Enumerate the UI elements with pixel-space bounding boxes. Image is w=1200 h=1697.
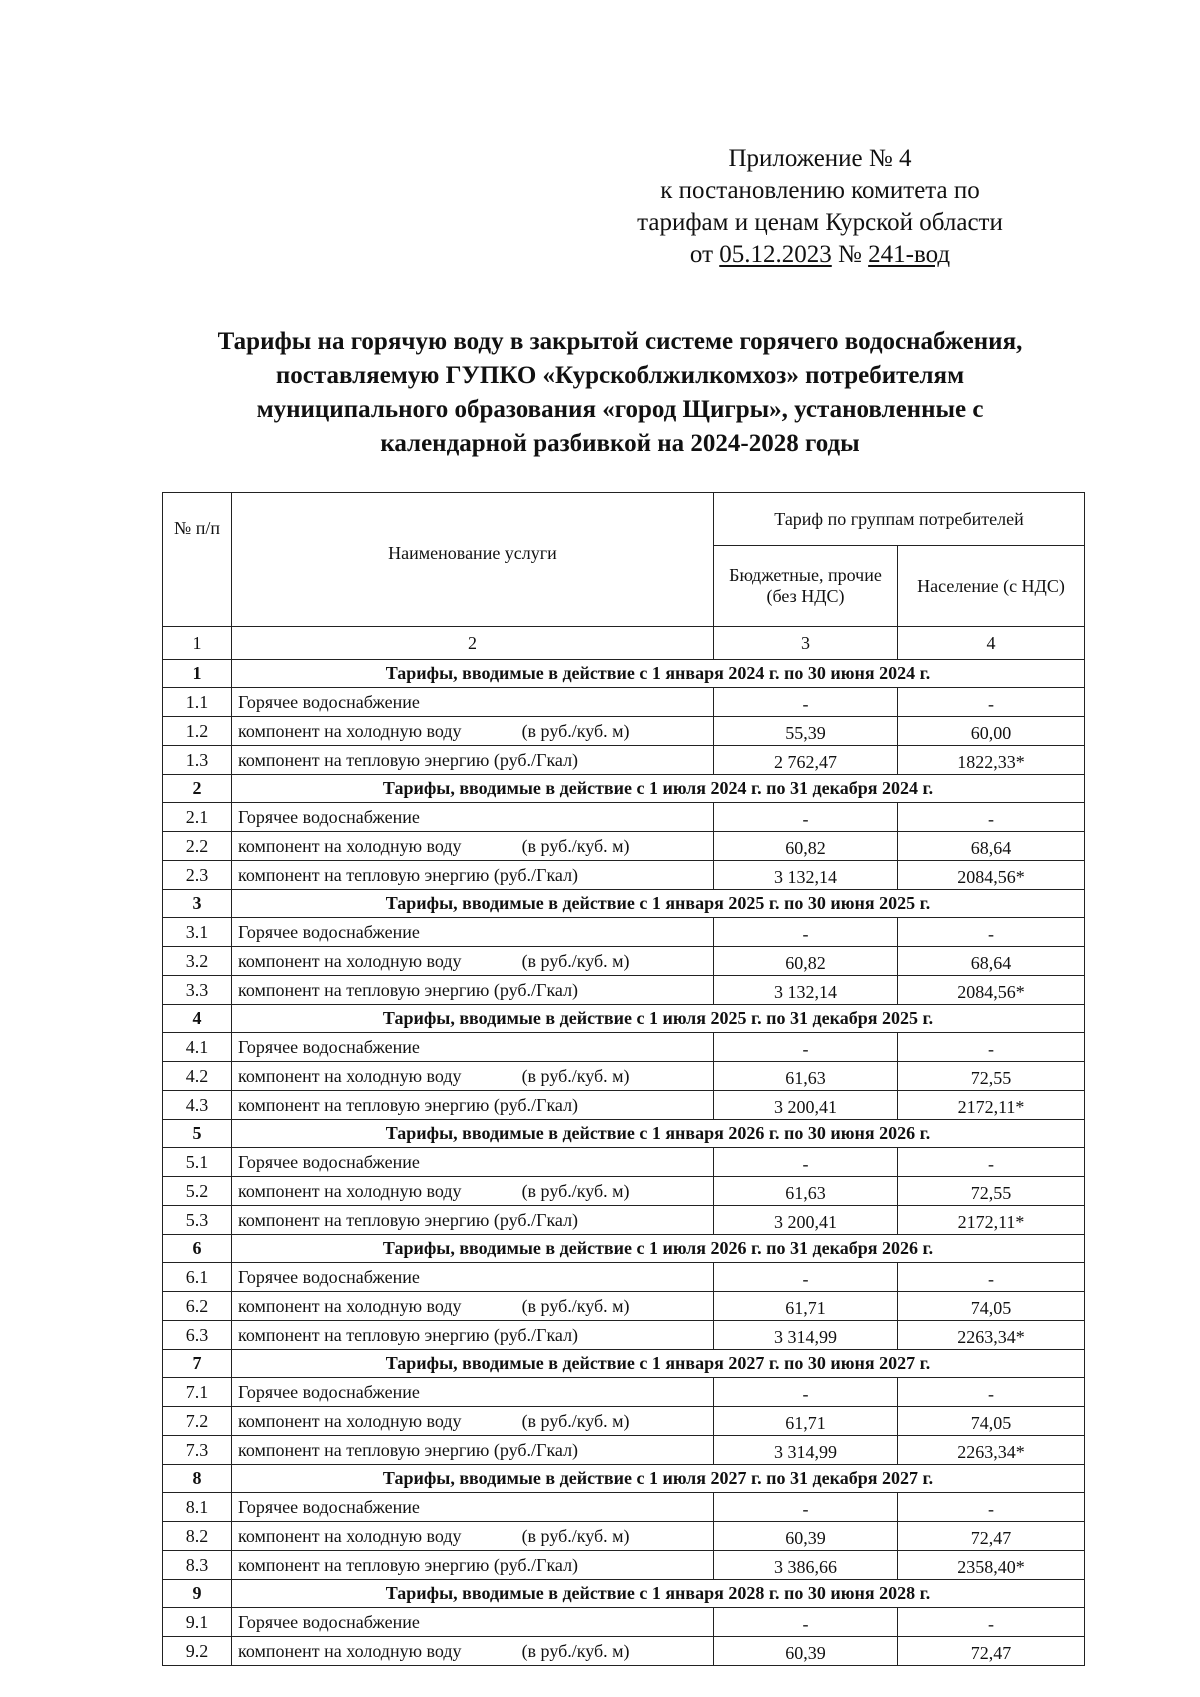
- budget-tariff: 60,82: [714, 947, 898, 976]
- table-row: [163, 688, 1085, 717]
- header-consumer-groups: Тариф по группам потребителей: [714, 493, 1085, 546]
- service-name-cell: [232, 1091, 714, 1120]
- service-name-cell: [232, 976, 714, 1005]
- service-name: компонент на тепловую энергию (руб./Гкал): [238, 1324, 579, 1345]
- service-name: компонент на тепловую энергию (руб./Гкал): [238, 1439, 579, 1460]
- service-name: компонент на тепловую энергию (руб./Гкал): [238, 979, 579, 1000]
- budget-tariff: 3 132,14: [714, 976, 898, 1005]
- service-name: компонент на тепловую энергию (руб./Гкал): [238, 749, 579, 770]
- budget-tariff: 60,39: [714, 1522, 898, 1551]
- header-budget: Бюджетные, прочие (без НДС): [714, 546, 898, 627]
- period-number: 1: [163, 660, 232, 688]
- population-tariff: -: [898, 1033, 1085, 1062]
- table-row: [163, 1493, 1085, 1522]
- population-tariff: 72,47: [898, 1522, 1085, 1551]
- population-tariff: 68,64: [898, 832, 1085, 861]
- population-tariff: -: [898, 1263, 1085, 1292]
- row-number: 5.3: [163, 1206, 232, 1235]
- service-name: Горячее водоснабжение: [238, 1266, 420, 1287]
- appendix-line-2: к постановлению комитета по: [660, 177, 980, 204]
- service-name: Горячее водоснабжение: [238, 1151, 420, 1172]
- row-number: 8.2: [163, 1522, 232, 1551]
- column-numbers-row: [163, 627, 1085, 660]
- tariff-table: [162, 492, 1085, 1666]
- population-tariff: 74,05: [898, 1407, 1085, 1436]
- budget-tariff: 3 314,99: [714, 1436, 898, 1465]
- service-name-cell: [232, 1378, 714, 1407]
- row-number: 2.2: [163, 832, 232, 861]
- period-title: Тарифы, вводимые в действие с 1 июля 2027 г. по 31 декабря 2027 г.: [232, 1465, 1085, 1493]
- period-row: [163, 660, 1085, 688]
- period-row: [163, 1235, 1085, 1263]
- table-row: [163, 976, 1085, 1005]
- budget-tariff: -: [714, 1148, 898, 1177]
- header-service-name: Наименование услуги: [232, 493, 714, 627]
- service-name-cell: [232, 1148, 714, 1177]
- appendix-number-prefix: №: [831, 241, 869, 268]
- table-row: [163, 1436, 1085, 1465]
- service-name-cell: [232, 717, 714, 746]
- budget-tariff: 3 200,41: [714, 1206, 898, 1235]
- row-number: 3.2: [163, 947, 232, 976]
- service-name: компонент на тепловую энергию (руб./Гкал): [238, 1209, 579, 1230]
- service-name: компонент на холодную воду: [238, 1295, 462, 1316]
- budget-tariff: 3 200,41: [714, 1091, 898, 1120]
- table-row: [163, 717, 1085, 746]
- table-row: [163, 1292, 1085, 1321]
- table-row: [163, 1608, 1085, 1637]
- service-name: компонент на тепловую энергию (руб./Гкал): [238, 1554, 579, 1575]
- row-number: 7.3: [163, 1436, 232, 1465]
- service-name-cell: [232, 1608, 714, 1637]
- population-tariff: -: [898, 688, 1085, 717]
- table-row: [163, 803, 1085, 832]
- service-name: Горячее водоснабжение: [238, 1036, 420, 1057]
- budget-tariff: 61,71: [714, 1407, 898, 1436]
- budget-tariff: 3 314,99: [714, 1321, 898, 1350]
- title-line-2: поставляемую ГУПКО «Курскоблжилкомхоз» потребителям: [275, 362, 965, 389]
- service-name: Горячее водоснабжение: [238, 1611, 420, 1632]
- population-tariff: -: [898, 803, 1085, 832]
- budget-tariff: -: [714, 1608, 898, 1637]
- row-number: 7.1: [163, 1378, 232, 1407]
- budget-tariff: 61,63: [714, 1177, 898, 1206]
- row-number: 2.3: [163, 861, 232, 890]
- service-name: Горячее водоснабжение: [238, 1496, 420, 1517]
- table-row: [163, 746, 1085, 775]
- table-row: [163, 1637, 1085, 1666]
- service-name: компонент на холодную воду: [238, 1180, 462, 1201]
- row-number: 7.2: [163, 1407, 232, 1436]
- service-name-cell: [232, 861, 714, 890]
- period-row: [163, 1350, 1085, 1378]
- service-name: Горячее водоснабжение: [238, 691, 420, 712]
- period-title: Тарифы, вводимые в действие с 1 января 2028 г. по 30 июня 2028 г.: [232, 1580, 1085, 1608]
- service-unit: (в руб./куб. м): [521, 950, 630, 971]
- title-line-4: календарной разбивкой на 2024-2028 годы: [380, 430, 860, 457]
- row-number: 5.1: [163, 1148, 232, 1177]
- table-row: [163, 1551, 1085, 1580]
- service-name-cell: [232, 1177, 714, 1206]
- period-title: Тарифы, вводимые в действие с 1 июля 2025 г. по 31 декабря 2025 г.: [232, 1005, 1085, 1033]
- table-row: [163, 832, 1085, 861]
- service-unit: (в руб./куб. м): [521, 1410, 630, 1431]
- table-row: [163, 1206, 1085, 1235]
- population-tariff: 2084,56*: [898, 976, 1085, 1005]
- period-row: [163, 1120, 1085, 1148]
- period-row: [163, 1465, 1085, 1493]
- service-unit: (в руб./куб. м): [521, 835, 630, 856]
- row-number: 4.2: [163, 1062, 232, 1091]
- period-row: [163, 1005, 1085, 1033]
- service-name-cell: [232, 1637, 714, 1666]
- population-tariff: 72,55: [898, 1062, 1085, 1091]
- service-unit: (в руб./куб. м): [521, 1295, 630, 1316]
- service-name: компонент на тепловую энергию (руб./Гкал): [238, 864, 579, 885]
- period-title: Тарифы, вводимые в действие с 1 января 2025 г. по 30 июня 2025 г.: [232, 890, 1085, 918]
- row-number: 3.1: [163, 918, 232, 947]
- period-title: Тарифы, вводимые в действие с 1 января 2027 г. по 30 июня 2027 г.: [232, 1350, 1085, 1378]
- table-row: [163, 1522, 1085, 1551]
- budget-tariff: 60,82: [714, 832, 898, 861]
- budget-tariff: 3 386,66: [714, 1551, 898, 1580]
- period-number: 6: [163, 1235, 232, 1263]
- budget-tariff: -: [714, 688, 898, 717]
- document-title: [140, 325, 1100, 461]
- row-number: 2.1: [163, 803, 232, 832]
- service-name-cell: [232, 1292, 714, 1321]
- population-tariff: 68,64: [898, 947, 1085, 976]
- service-unit: (в руб./куб. м): [521, 1065, 630, 1086]
- population-tariff: 72,55: [898, 1177, 1085, 1206]
- service-name-cell: [232, 1033, 714, 1062]
- population-tariff: -: [898, 1608, 1085, 1637]
- row-number: 1.2: [163, 717, 232, 746]
- budget-tariff: -: [714, 1493, 898, 1522]
- population-tariff: 2084,56*: [898, 861, 1085, 890]
- service-name-cell: [232, 803, 714, 832]
- resolution-number: 241-вод: [868, 241, 951, 268]
- service-name-cell: [232, 1263, 714, 1292]
- period-number: 3: [163, 890, 232, 918]
- service-name-cell: [232, 746, 714, 775]
- period-row: [163, 890, 1085, 918]
- population-tariff: 72,47: [898, 1637, 1085, 1666]
- appendix-header: [560, 143, 1080, 271]
- row-number: 9.1: [163, 1608, 232, 1637]
- table-row: [163, 1062, 1085, 1091]
- row-number: 1.1: [163, 688, 232, 717]
- service-name-cell: [232, 947, 714, 976]
- row-number: 3.3: [163, 976, 232, 1005]
- row-number: 6.3: [163, 1321, 232, 1350]
- row-number: 6.2: [163, 1292, 232, 1321]
- service-name: компонент на холодную воду: [238, 720, 462, 741]
- budget-tariff: 61,71: [714, 1292, 898, 1321]
- service-name-cell: [232, 1206, 714, 1235]
- row-number: 4.3: [163, 1091, 232, 1120]
- population-tariff: 60,00: [898, 717, 1085, 746]
- period-title: Тарифы, вводимые в действие с 1 января 2024 г. по 30 июня 2024 г.: [232, 660, 1085, 688]
- row-number: 8.1: [163, 1493, 232, 1522]
- budget-tariff: -: [714, 803, 898, 832]
- service-name: компонент на холодную воду: [238, 950, 462, 971]
- table-row: [163, 861, 1085, 890]
- table-row: [163, 1321, 1085, 1350]
- service-name-cell: [232, 1062, 714, 1091]
- period-number: 5: [163, 1120, 232, 1148]
- service-name: компонент на холодную воду: [238, 1410, 462, 1431]
- period-title: Тарифы, вводимые в действие с 1 июля 2026 г. по 31 декабря 2026 г.: [232, 1235, 1085, 1263]
- service-unit: (в руб./куб. м): [521, 720, 630, 741]
- table-row: [163, 1263, 1085, 1292]
- table-row: [163, 947, 1085, 976]
- population-tariff: -: [898, 1148, 1085, 1177]
- period-row: [163, 775, 1085, 803]
- column-number: 4: [898, 627, 1085, 660]
- service-name-cell: [232, 1493, 714, 1522]
- service-name: компонент на холодную воду: [238, 1065, 462, 1086]
- population-tariff: 2263,34*: [898, 1436, 1085, 1465]
- population-tariff: 1822,33*: [898, 746, 1085, 775]
- service-name: компонент на холодную воду: [238, 1640, 462, 1661]
- service-name-cell: [232, 1522, 714, 1551]
- table-row: [163, 1407, 1085, 1436]
- period-number: 4: [163, 1005, 232, 1033]
- service-name-cell: [232, 688, 714, 717]
- appendix-line-3: тарифам и ценам Курской области: [637, 209, 1003, 236]
- service-name-cell: [232, 918, 714, 947]
- row-number: 4.1: [163, 1033, 232, 1062]
- population-tariff: -: [898, 1493, 1085, 1522]
- budget-tariff: -: [714, 1263, 898, 1292]
- service-name: компонент на холодную воду: [238, 1525, 462, 1546]
- column-number: 3: [714, 627, 898, 660]
- service-name-cell: [232, 832, 714, 861]
- appendix-line-4: [560, 239, 1080, 271]
- population-tariff: 2172,11*: [898, 1206, 1085, 1235]
- budget-tariff: 2 762,47: [714, 746, 898, 775]
- service-unit: (в руб./куб. м): [521, 1525, 630, 1546]
- column-number: 1: [163, 627, 232, 660]
- population-tariff: -: [898, 918, 1085, 947]
- service-name-cell: [232, 1436, 714, 1465]
- period-row: [163, 1580, 1085, 1608]
- service-name: компонент на тепловую энергию (руб./Гкал): [238, 1094, 579, 1115]
- service-name-cell: [232, 1551, 714, 1580]
- service-name: Горячее водоснабжение: [238, 806, 420, 827]
- appendix-line-1: Приложение № 4: [728, 145, 912, 172]
- service-name-cell: [232, 1321, 714, 1350]
- service-name: компонент на холодную воду: [238, 835, 462, 856]
- period-number: 2: [163, 775, 232, 803]
- table-row: [163, 1091, 1085, 1120]
- table-row: [163, 1378, 1085, 1407]
- header-num: № п/п: [163, 493, 232, 627]
- period-number: 9: [163, 1580, 232, 1608]
- table-row: [163, 918, 1085, 947]
- column-number: 2: [232, 627, 714, 660]
- period-number: 8: [163, 1465, 232, 1493]
- table-row: [163, 1148, 1085, 1177]
- row-number: 1.3: [163, 746, 232, 775]
- population-tariff: 74,05: [898, 1292, 1085, 1321]
- service-name-cell: [232, 1407, 714, 1436]
- table-header-row: [163, 493, 1085, 546]
- table-row: [163, 1177, 1085, 1206]
- budget-tariff: -: [714, 918, 898, 947]
- budget-tariff: -: [714, 1378, 898, 1407]
- period-number: 7: [163, 1350, 232, 1378]
- resolution-date: 05.12.2023: [719, 241, 832, 268]
- table-row: [163, 1033, 1085, 1062]
- budget-tariff: -: [714, 1033, 898, 1062]
- population-tariff: -: [898, 1378, 1085, 1407]
- title-line-1: Тарифы на горячую воду в закрытой системе горячего водоснабжения,: [217, 328, 1023, 355]
- budget-tariff: 55,39: [714, 717, 898, 746]
- service-name: Горячее водоснабжение: [238, 921, 420, 942]
- budget-tariff: 61,63: [714, 1062, 898, 1091]
- population-tariff: 2263,34*: [898, 1321, 1085, 1350]
- population-tariff: 2172,11*: [898, 1091, 1085, 1120]
- appendix-date-prefix: от: [689, 241, 720, 268]
- population-tariff: 2358,40*: [898, 1551, 1085, 1580]
- row-number: 6.1: [163, 1263, 232, 1292]
- row-number: 8.3: [163, 1551, 232, 1580]
- row-number: 5.2: [163, 1177, 232, 1206]
- header-population: Население (с НДС): [898, 546, 1085, 627]
- title-line-3: муниципального образования «город Щигры», установленные с: [256, 396, 984, 423]
- period-title: Тарифы, вводимые в действие с 1 января 2026 г. по 30 июня 2026 г.: [232, 1120, 1085, 1148]
- period-title: Тарифы, вводимые в действие с 1 июля 2024 г. по 31 декабря 2024 г.: [232, 775, 1085, 803]
- service-unit: (в руб./куб. м): [521, 1640, 630, 1661]
- service-name: Горячее водоснабжение: [238, 1381, 420, 1402]
- service-unit: (в руб./куб. м): [521, 1180, 630, 1201]
- budget-tariff: 60,39: [714, 1637, 898, 1666]
- row-number: 9.2: [163, 1637, 232, 1666]
- budget-tariff: 3 132,14: [714, 861, 898, 890]
